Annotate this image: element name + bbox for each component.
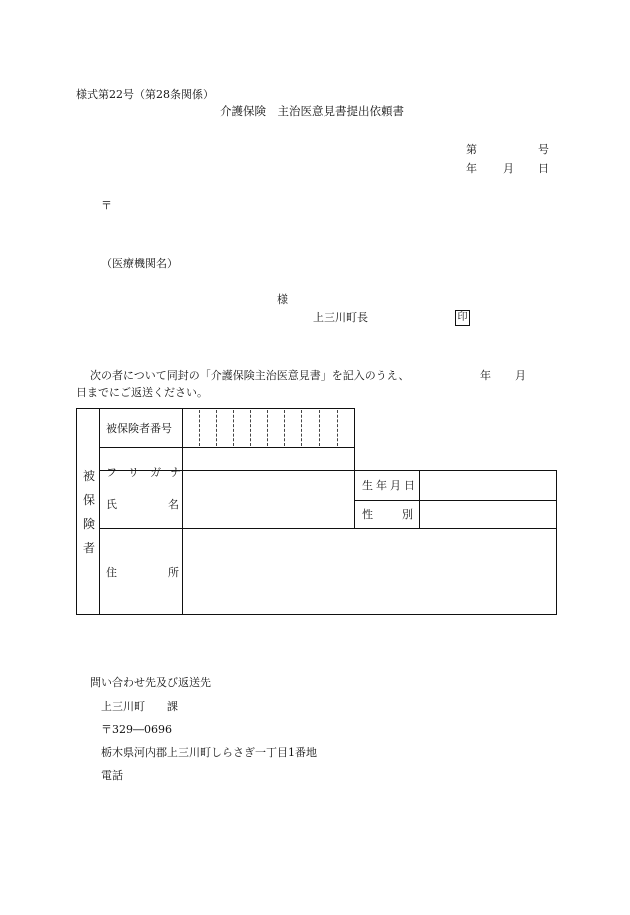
furigana-char: ガ [150,466,161,479]
seal-stamp: 印 [455,310,470,326]
name-label-char: 名 [168,498,179,511]
form-title: 介護保険 主治医意見書提出依頼書 [220,104,404,118]
form-number: 様式第22号（第28条関係） [76,88,214,101]
date-day: 日 [538,162,549,175]
date-month: 月 [503,162,514,175]
request-year: 年 [480,369,491,382]
insured-number-label: 被保険者番号 [106,422,172,435]
side-label-char: 者 [83,541,96,555]
honorific: 様 [277,293,288,306]
contact-address: 栃木県河内郡上三川町しらさぎ一丁目1番地 [101,746,317,759]
birth-date-label: 生年月日 [362,479,418,492]
furigana-char: ナ [170,466,181,479]
sex-label-char: 別 [402,508,413,521]
furigana-char: リ [128,466,139,479]
institution-name-label: （医療機関名） [101,257,178,270]
side-label-char: 被 [83,469,96,483]
sender-name: 上三川町長 [313,311,368,324]
contact-phone: 電話 [101,769,123,782]
address-label-char: 住 [106,566,117,579]
side-label-char: 保 [83,493,96,507]
contact-postal-code: 〒329―0696 [101,723,172,736]
request-text-line2: 日までにご返送ください。 [76,386,208,399]
postal-mark: 〒 [101,199,112,212]
doc-number-suffix: 号 [538,143,549,156]
furigana-char: フ [106,466,117,479]
date-year: 年 [466,162,477,175]
address-label-char: 所 [168,566,179,579]
contact-department: 上三川町 課 [101,700,178,713]
doc-number-prefix: 第 [466,143,477,156]
side-label-char: 険 [83,517,96,531]
request-month: 月 [515,369,526,382]
contact-heading: 問い合わせ先及び返送先 [90,676,211,689]
request-text-line1: 次の者について同封の「介護保険主治医意見書」を記入のうえ、 [90,369,410,382]
name-label-char: 氏 [106,498,117,511]
sex-label-char: 性 [362,508,373,521]
